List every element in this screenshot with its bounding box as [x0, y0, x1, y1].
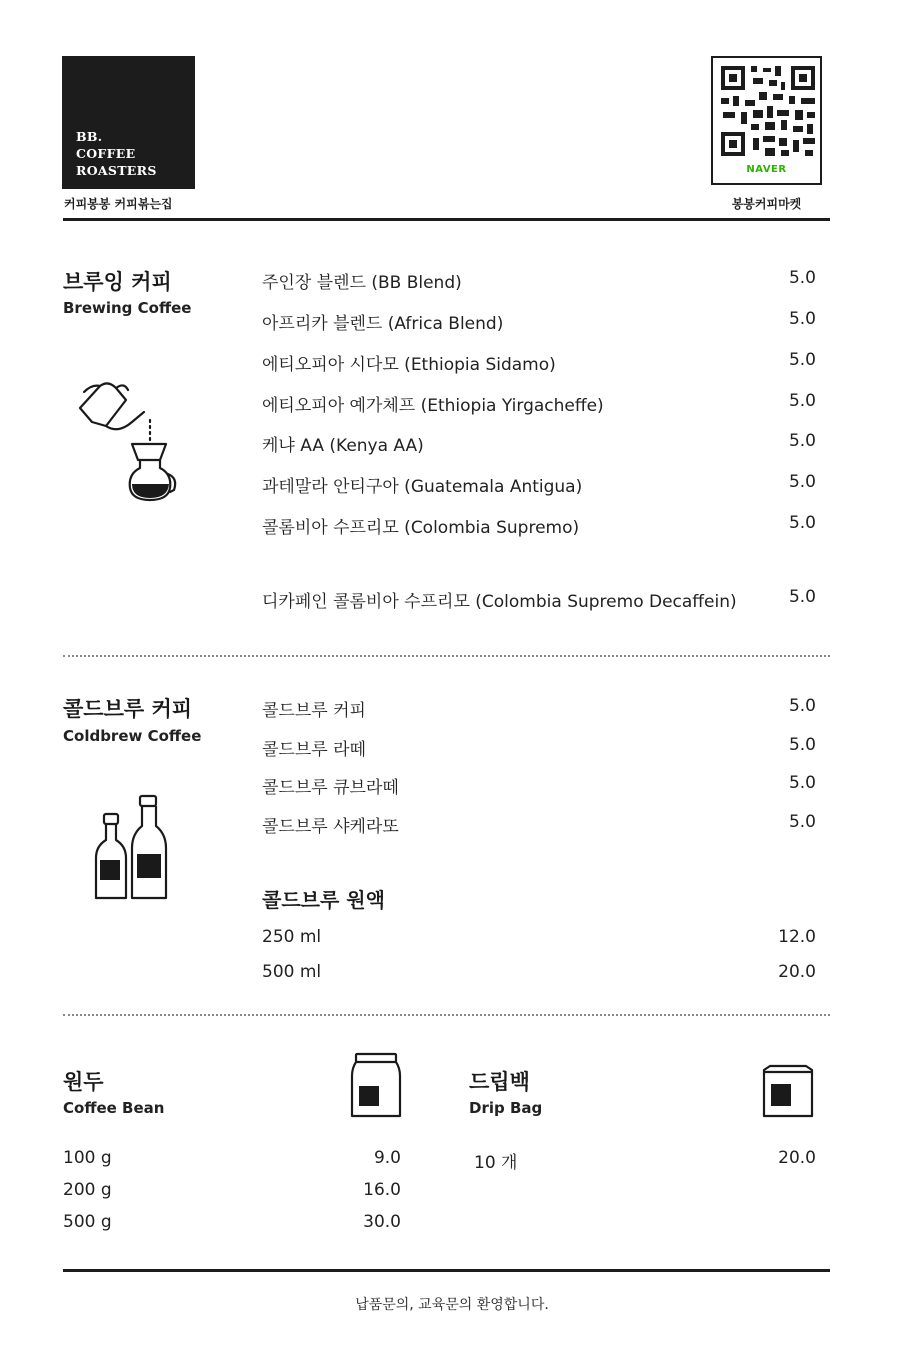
brewing-item-price: 5.0	[788, 513, 816, 533]
concentrate-item-name: 250 ml	[262, 927, 322, 947]
footer-divider	[63, 1269, 830, 1272]
coldbrew-title-ko: 콜드브루 커피	[63, 697, 193, 721]
bean-item-price: 30.0	[363, 1212, 401, 1232]
bean-title-en: Coffee Bean	[63, 1099, 165, 1117]
brewing-item-name: 과테말라 안티구아 (Guatemala Antigua)	[262, 477, 583, 497]
qr-caption: 봉봉커피마켓	[731, 197, 802, 211]
concentrate-item-name: 500 ml	[262, 962, 322, 982]
bean-title-ko: 원두	[63, 1070, 104, 1094]
brewing-item-name: 케냐 AA (Kenya AA)	[262, 436, 424, 456]
drip-title-ko: 드립백	[469, 1070, 530, 1094]
concentrate-item-price: 12.0	[778, 927, 816, 947]
coldbrew-title-en: Coldbrew Coffee	[63, 727, 202, 745]
bean-item-name: 500 g	[63, 1212, 112, 1232]
coldbrew-divider	[63, 1014, 830, 1016]
qr-code-icon	[715, 60, 821, 160]
brewing-item-price: 5.0	[788, 350, 816, 370]
coldbrew-item-name: 콜드브루 커피	[262, 701, 366, 721]
concentrate-title: 콜드브루 원액	[262, 888, 385, 912]
coldbrew-item-name: 콜드브루 큐브라떼	[262, 778, 399, 798]
coldbrew-item-name: 콜드브루 라떼	[262, 740, 366, 760]
bean-item-name: 200 g	[63, 1180, 112, 1200]
brewing-title-ko: 브루잉 커피	[63, 270, 172, 294]
concentrate-item-price: 20.0	[778, 962, 816, 982]
brewing-item-name: 주인장 블렌드 (BB Blend)	[262, 273, 462, 293]
drip-item-name: 10 개	[474, 1153, 518, 1173]
coldbrew-item-price: 5.0	[788, 735, 816, 755]
drip-bag-icon	[762, 1064, 814, 1120]
brewing-item-price: 5.0	[788, 391, 816, 411]
brewing-title-en: Brewing Coffee	[63, 299, 192, 317]
coldbrew-item-name: 콜드브루 샤케라또	[262, 817, 399, 837]
brewing-item-name: 아프리카 블렌드 (Africa Blend)	[262, 314, 504, 334]
brand-caption: 커피봉봉 커피볶는집	[64, 197, 173, 211]
bean-item-price: 16.0	[363, 1180, 401, 1200]
header-divider	[63, 218, 830, 221]
brewing-item-name: 디카페인 콜롬비아 수프리모 (Colombia Supremo Decaffein)	[262, 592, 737, 612]
brand-logo	[62, 56, 195, 189]
brewing-item-price: 5.0	[788, 309, 816, 329]
brewing-item-price: 5.0	[788, 268, 816, 288]
coldbrew-item-price: 5.0	[788, 696, 816, 716]
drip-item-price: 20.0	[778, 1148, 816, 1168]
pour-over-icon	[70, 378, 180, 508]
logo-text: BB. COFFEE ROASTERS	[76, 129, 157, 178]
brewing-item-price: 5.0	[788, 431, 816, 451]
brewing-divider	[63, 655, 830, 657]
brewing-item-price: 5.0	[788, 587, 816, 607]
coldbrew-bottles-icon	[94, 794, 174, 904]
brewing-item-name: 에티오피아 시다모 (Ethiopia Sidamo)	[262, 355, 556, 375]
brewing-item-name: 콜롬비아 수프리모 (Colombia Supremo)	[262, 518, 580, 538]
coffee-bag-icon	[350, 1052, 402, 1120]
coldbrew-item-price: 5.0	[788, 773, 816, 793]
naver-label: NAVER	[746, 164, 787, 175]
coldbrew-item-price: 5.0	[788, 812, 816, 832]
drip-title-en: Drip Bag	[469, 1099, 543, 1117]
footer-note: 납품문의, 교육문의 환영합니다.	[355, 1297, 549, 1313]
qr-code[interactable]	[711, 56, 822, 185]
brewing-item-price: 5.0	[788, 472, 816, 492]
bean-item-name: 100 g	[63, 1148, 112, 1168]
bean-item-price: 9.0	[373, 1148, 401, 1168]
brewing-item-name: 에티오피아 예가체프 (Ethiopia Yirgacheffe)	[262, 396, 604, 416]
